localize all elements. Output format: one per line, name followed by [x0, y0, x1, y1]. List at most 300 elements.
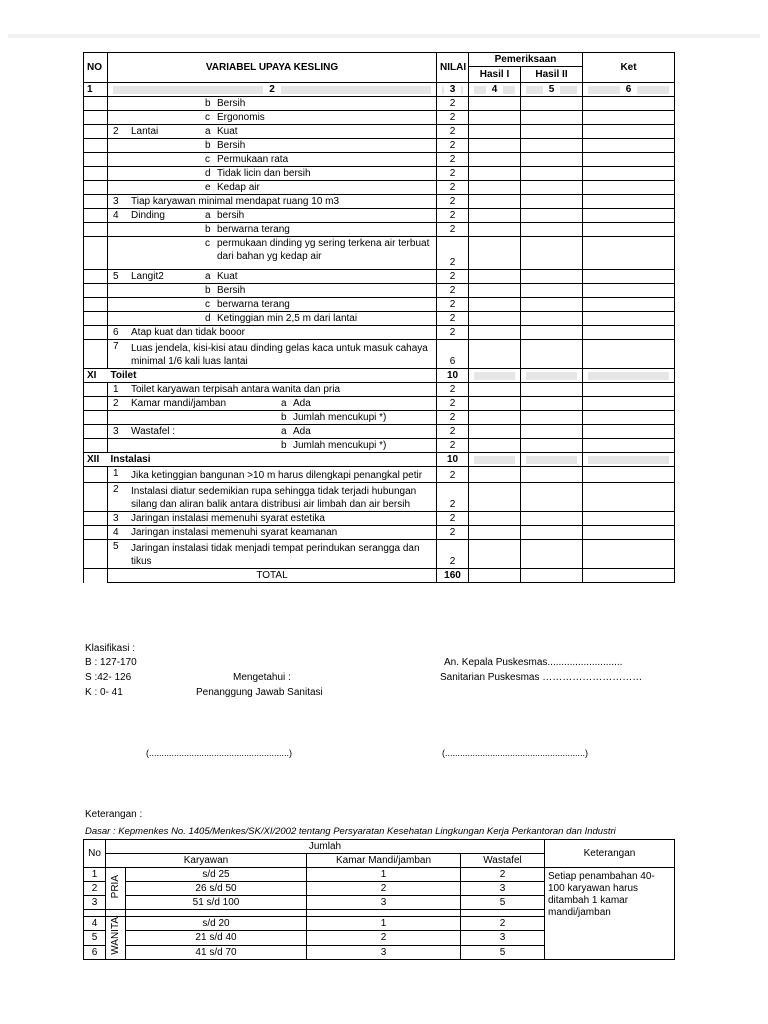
hasil-2-cell[interactable] [521, 181, 583, 195]
row-nilai: 2 [437, 139, 469, 153]
item-title: Jaringan instalasi memenuhi syarat keamanan [131, 527, 338, 538]
row-variabel [108, 397, 437, 411]
table-row [84, 312, 675, 326]
signature-left: (........................................................) [146, 748, 293, 758]
table-row [84, 340, 675, 369]
hasil-2-cell[interactable] [521, 270, 583, 284]
small-cell-wastafel: 2 [461, 868, 545, 882]
row-nilai: 2 [437, 439, 469, 453]
mengetahui-label: Mengetahui : [233, 672, 291, 683]
hasil-1-cell[interactable] [469, 411, 521, 425]
item-title: Wastafel : [131, 426, 176, 437]
row-nilai: 2 [437, 195, 469, 209]
row-variabel [108, 467, 437, 483]
hasil-2-cell[interactable] [521, 284, 583, 298]
row-no [84, 425, 108, 439]
hasil-2-cell[interactable] [521, 237, 583, 270]
sub-item-text: Jumlah mencukupi *) [293, 412, 387, 423]
row-variabel [108, 439, 437, 453]
column-number-4: 4 [469, 83, 521, 97]
table-row [84, 153, 675, 167]
klasifikasi-s: S :42- 126 [85, 672, 132, 683]
row-variabel [108, 526, 437, 540]
sub-item-text: Bersih [217, 98, 246, 109]
ket-cell[interactable] [583, 340, 675, 369]
table-row [84, 284, 675, 298]
table-row [84, 483, 675, 512]
ket-cell[interactable] [583, 284, 675, 298]
row-nilai: 2 [437, 540, 469, 569]
hasil-2-cell[interactable] [521, 439, 583, 453]
small-cell-karyawan: 41 s/d 70 [126, 945, 307, 959]
column-number-3: 3 [437, 83, 469, 97]
small-cell-wastafel: 5 [461, 945, 545, 959]
hasil-2-cell[interactable] [521, 483, 583, 512]
sub-item-text: Ada [293, 426, 311, 437]
ket-cell[interactable] [583, 181, 675, 195]
ket-cell[interactable] [583, 326, 675, 340]
small-header-jumlah: Jumlah [106, 840, 545, 854]
sub-item-text: Ada [293, 398, 311, 409]
row-no [84, 512, 108, 526]
ket-cell[interactable] [583, 223, 675, 237]
row-no [84, 97, 108, 111]
section-title: Instalasi [110, 454, 151, 465]
sub-letter: b [205, 140, 211, 151]
hasil-2-cell[interactable] [521, 97, 583, 111]
kesling-table [83, 52, 675, 583]
small-cell-wastafel: 3 [461, 931, 545, 945]
row-nilai: 2 [437, 181, 469, 195]
small-cell-kamar: 2 [307, 931, 461, 945]
row-variabel [108, 369, 437, 383]
hasil-1-cell[interactable] [469, 223, 521, 237]
small-cell-karyawan: 21 s/d 40 [126, 931, 307, 945]
ket-cell[interactable] [583, 153, 675, 167]
row-no [84, 383, 108, 397]
row-variabel [108, 326, 437, 340]
table-row [84, 526, 675, 540]
row-variabel [108, 181, 437, 195]
table-row [84, 111, 675, 125]
row-variabel [108, 153, 437, 167]
item-title: Lantai [131, 126, 159, 137]
ket-cell[interactable] [583, 467, 675, 483]
header-ket: Ket [583, 53, 675, 83]
row-variabel [108, 512, 437, 526]
row-no [84, 284, 108, 298]
ket-cell[interactable] [583, 411, 675, 425]
hasil-1-cell[interactable] [469, 209, 521, 223]
header-hasil-2: Hasil II [521, 67, 583, 83]
row-variabel [108, 284, 437, 298]
hasil-2-cell[interactable] [521, 167, 583, 181]
row-no [84, 237, 108, 270]
header-nilai: NILAI [437, 53, 469, 83]
row-no [84, 526, 108, 540]
row-variabel [108, 139, 437, 153]
row-variabel [108, 195, 437, 209]
small-header-keterangan: Keterangan [545, 840, 675, 868]
row-variabel [108, 298, 437, 312]
row-nilai: 6 [437, 340, 469, 369]
ket-cell[interactable] [583, 195, 675, 209]
small-cell-kamar: 3 [307, 896, 461, 910]
sub-letter: e [205, 182, 211, 193]
small-cell-wastafel: 5 [461, 896, 545, 910]
small-header-no: No [84, 840, 106, 868]
item-number: 5 [113, 541, 119, 552]
row-nilai: 2 [437, 326, 469, 340]
row-nilai: 2 [437, 111, 469, 125]
ket-cell[interactable] [583, 270, 675, 284]
row-nilai: 2 [437, 483, 469, 512]
row-variabel [108, 483, 437, 512]
hasil-2-cell[interactable] [521, 397, 583, 411]
hasil-2-cell[interactable] [521, 195, 583, 209]
hasil-1-cell[interactable] [469, 312, 521, 326]
hasil-2-cell[interactable] [521, 326, 583, 340]
row-no [84, 483, 108, 512]
row-variabel [108, 125, 437, 139]
row-variabel [108, 209, 437, 223]
row-nilai: 2 [437, 223, 469, 237]
sub-letter: a [205, 210, 211, 221]
sub-letter: a [281, 426, 287, 437]
item-title: Jaringan instalasi memenuhi syarat estetika [131, 513, 325, 524]
row-variabel [108, 411, 437, 425]
klasifikasi-title: Klasifikasi : [85, 643, 136, 654]
table-row [84, 369, 675, 383]
row-no [84, 326, 108, 340]
table-row [84, 868, 675, 882]
item-number: 3 [113, 513, 119, 524]
row-variabel [108, 237, 437, 270]
item-title: Jika ketinggian bangunan >10 m harus dilengkapi penangkal petir [131, 470, 423, 481]
gender-label: PRIA [106, 868, 126, 910]
small-cell-kamar: 1 [307, 868, 461, 882]
sub-letter: d [205, 168, 211, 179]
hasil-1-cell[interactable] [469, 181, 521, 195]
sub-item-text: Kuat [217, 271, 238, 282]
sub-item-text: Ketinggian min 2,5 m dari lantai [217, 313, 358, 324]
row-no [84, 540, 108, 569]
hasil-1-cell[interactable] [469, 195, 521, 209]
table-row [84, 540, 675, 569]
small-cell-wastafel: 2 [461, 917, 545, 931]
sub-letter: b [281, 440, 287, 451]
row-nilai: 2 [437, 383, 469, 397]
row-nilai: 2 [437, 209, 469, 223]
hasil-2-cell[interactable] [521, 111, 583, 125]
column-number-5: 5 [521, 83, 583, 97]
ket-cell[interactable] [583, 512, 675, 526]
column-number-row [84, 83, 675, 97]
small-header-wastafel: Wastafel [461, 854, 545, 868]
hasil-2-cell[interactable] [521, 526, 583, 540]
ket-cell[interactable] [583, 439, 675, 453]
sub-letter: a [205, 271, 211, 282]
keterangan-title: Keterangan : [85, 809, 143, 820]
table-row [84, 237, 675, 270]
item-title: Tiap karyawan minimal mendapat ruang 10 m3 [131, 196, 340, 207]
item-number: 2 [113, 398, 119, 409]
hasil-1-cell[interactable] [469, 526, 521, 540]
row-nilai: 10 [437, 453, 469, 467]
row-variabel [108, 167, 437, 181]
table-row [84, 467, 675, 483]
table-row [84, 298, 675, 312]
small-row-no: 1 [84, 868, 106, 882]
sub-item-text: berwarna terang [217, 299, 290, 310]
hasil-2-cell[interactable] [521, 209, 583, 223]
hasil-2-cell[interactable] [521, 125, 583, 139]
sub-item-text: Tidak licin dan bersih [217, 168, 311, 179]
ket-cell[interactable] [583, 453, 675, 467]
row-no [84, 167, 108, 181]
sub-letter: b [205, 285, 211, 296]
table-row [84, 167, 675, 181]
ket-cell[interactable] [583, 425, 675, 439]
row-variabel [108, 340, 437, 369]
row-no: XI [84, 369, 108, 383]
ket-cell[interactable] [583, 97, 675, 111]
sub-item-text: Ergonomis [217, 112, 265, 123]
row-no [84, 153, 108, 167]
small-cell-wastafel: 3 [461, 882, 545, 896]
table-row [84, 425, 675, 439]
small-cell-kamar: 1 [307, 917, 461, 931]
table-row [84, 397, 675, 411]
ket-cell[interactable] [583, 526, 675, 540]
row-variabel [108, 270, 437, 284]
item-title: Atap kuat dan tidak booor [131, 327, 245, 338]
hasil-1-cell[interactable] [469, 326, 521, 340]
ket-cell[interactable] [583, 397, 675, 411]
row-no [84, 125, 108, 139]
sub-item-text: berwarna terang [217, 224, 290, 235]
hasil-1-cell[interactable] [469, 153, 521, 167]
hasil-1-cell[interactable] [469, 397, 521, 411]
hasil-2-cell[interactable] [521, 512, 583, 526]
table-row [84, 97, 675, 111]
hasil-2-cell[interactable] [521, 153, 583, 167]
ket-cell[interactable] [583, 237, 675, 270]
hasil-1-cell[interactable] [469, 369, 521, 383]
hasil-1-cell[interactable] [469, 167, 521, 181]
item-number: 1 [113, 468, 119, 479]
hasil-2-cell[interactable] [521, 540, 583, 569]
small-row-no: 6 [84, 945, 106, 959]
row-variabel [108, 97, 437, 111]
hasil-1-cell[interactable] [469, 125, 521, 139]
ket-cell[interactable] [583, 125, 675, 139]
row-no [84, 111, 108, 125]
hasil-2-cell[interactable] [521, 223, 583, 237]
hasil-2-cell[interactable] [521, 383, 583, 397]
hasil-1-cell[interactable] [469, 284, 521, 298]
item-number: 4 [113, 210, 119, 221]
row-no [84, 195, 108, 209]
jumlah-table [83, 839, 675, 960]
row-no [84, 181, 108, 195]
row-no [84, 439, 108, 453]
row-nilai: 2 [437, 467, 469, 483]
sub-letter: d [205, 313, 211, 324]
sub-letter: a [205, 126, 211, 137]
klasifikasi-b: B : 127-170 [85, 657, 137, 668]
ket-cell[interactable] [583, 298, 675, 312]
small-row-no: 5 [84, 931, 106, 945]
hasil-2-cell[interactable] [521, 453, 583, 467]
small-cell-karyawan: s/d 20 [126, 917, 307, 931]
item-number: 2 [113, 126, 119, 137]
row-no [84, 270, 108, 284]
signature-right: (........................................................) [442, 748, 589, 758]
table-row [84, 383, 675, 397]
hasil-2-cell[interactable] [521, 425, 583, 439]
row-variabel [108, 540, 437, 569]
hasil-2-cell[interactable] [521, 139, 583, 153]
item-number: 3 [113, 196, 119, 207]
small-cell-karyawan: s/d 25 [126, 868, 307, 882]
sub-item-text: permukaan dinding yg sering terkena air terbuat dari bahan yg kedap air [217, 238, 430, 262]
sub-letter: c [205, 299, 210, 310]
ket-cell[interactable] [583, 167, 675, 181]
sub-item-text: bersih [217, 210, 245, 221]
item-title: Langit2 [131, 271, 164, 282]
hasil-2-cell[interactable] [521, 298, 583, 312]
row-nilai: 2 [437, 270, 469, 284]
hasil-1-cell[interactable] [469, 237, 521, 270]
row-nilai: 2 [437, 237, 469, 270]
sub-item-text: Kedap air [217, 182, 260, 193]
hasil-2-cell[interactable] [521, 340, 583, 369]
ket-cell[interactable] [583, 111, 675, 125]
row-variabel [108, 383, 437, 397]
ket-cell[interactable] [583, 139, 675, 153]
row-variabel [108, 111, 437, 125]
column-number-2: 2 [108, 83, 437, 97]
table-row [84, 139, 675, 153]
penanggung-jawab-label: Penanggung Jawab Sanitasi [196, 687, 323, 698]
section-title: Toilet [110, 370, 137, 381]
row-no: XII [84, 453, 108, 467]
row-no [84, 411, 108, 425]
table-row [84, 125, 675, 139]
ket-cell[interactable] [583, 383, 675, 397]
row-nilai: 2 [437, 397, 469, 411]
hasil-1-cell[interactable] [469, 340, 521, 369]
ket-cell[interactable] [583, 312, 675, 326]
sub-item-text: Bersih [217, 140, 246, 151]
row-variabel [108, 312, 437, 326]
row-nilai: 2 [437, 298, 469, 312]
item-number: 4 [113, 527, 119, 538]
hasil-1-cell[interactable] [469, 483, 521, 512]
small-cell-karyawan: 51 s/d 100 [126, 896, 307, 910]
table-row [84, 195, 675, 209]
keterangan-note: Setiap penambahan 40-100 karyawan harus ditambah 1 kamar mandi/jamban [545, 868, 675, 960]
hasil-1-cell[interactable] [469, 453, 521, 467]
hasil-2-cell[interactable] [521, 369, 583, 383]
table-row [84, 209, 675, 223]
item-number: 1 [113, 384, 119, 395]
header-variabel: VARIABEL UPAYA KESLING [108, 53, 437, 83]
ket-cell[interactable] [583, 369, 675, 383]
sub-letter: c [205, 238, 210, 249]
hasil-2-cell[interactable] [521, 411, 583, 425]
hasil-1-cell[interactable] [469, 97, 521, 111]
table-row [84, 453, 675, 467]
hasil-2-cell[interactable] [521, 312, 583, 326]
row-no [84, 312, 108, 326]
table-row [84, 439, 675, 453]
row-nilai: 2 [437, 425, 469, 439]
row-no [84, 340, 108, 369]
row-no [84, 223, 108, 237]
column-number-6: 6 [583, 83, 675, 97]
hasil-1-cell[interactable] [469, 512, 521, 526]
item-number: 3 [113, 426, 119, 437]
small-row-no: 2 [84, 882, 106, 896]
hasil-1-cell[interactable] [469, 425, 521, 439]
row-no [84, 209, 108, 223]
top-divider [8, 34, 760, 38]
hasil-1-cell[interactable] [469, 298, 521, 312]
header-no: NO [84, 53, 108, 83]
hasil-1-cell[interactable] [469, 139, 521, 153]
sub-item-text: Bersih [217, 285, 246, 296]
hasil-1-cell[interactable] [469, 111, 521, 125]
item-number: 7 [113, 341, 119, 352]
row-variabel [108, 425, 437, 439]
hasil-2-cell[interactable] [521, 467, 583, 483]
item-title: Kamar mandi/jamban [131, 398, 227, 409]
small-row-no: 3 [84, 896, 106, 910]
dasar-hukum: Dasar : Kepmenkes No. 1405/Menkes/SK/XI/2002 tentang Persyaratan Kesehatan Lingkungan Kerja Perkantoran dan Industri [85, 826, 616, 837]
row-nilai: 2 [437, 312, 469, 326]
item-title: Toilet karyawan terpisah antara wanita dan pria [131, 384, 341, 395]
ket-cell[interactable] [583, 483, 675, 512]
table-row [84, 512, 675, 526]
item-number: 2 [113, 484, 119, 495]
row-nilai: 2 [437, 153, 469, 167]
item-title: Instalasi diatur sedemikian rupa sehingga tidak terjadi hubungan silang dan aliran balik antara distribusi air limbah dan air bersih [131, 486, 417, 510]
hasil-1-cell[interactable] [469, 467, 521, 483]
sanitarian-label: Sanitarian Puskesmas ………………………… [440, 672, 643, 683]
small-row-no: 4 [84, 917, 106, 931]
table-row [84, 181, 675, 195]
ket-cell[interactable] [583, 209, 675, 223]
row-nilai: 2 [437, 284, 469, 298]
sub-letter: a [281, 398, 287, 409]
ket-cell[interactable] [583, 540, 675, 569]
row-nilai: 2 [437, 167, 469, 181]
hasil-1-cell[interactable] [469, 540, 521, 569]
table-row [84, 326, 675, 340]
table-row [84, 411, 675, 425]
small-cell-karyawan: 26 s/d 50 [126, 882, 307, 896]
item-title: Jaringan instalasi tidak menjadi tempat perindukan serangga dan tikus [131, 543, 420, 567]
hasil-1-cell[interactable] [469, 383, 521, 397]
sub-letter: b [281, 412, 287, 423]
hasil-1-cell[interactable] [469, 270, 521, 284]
kepala-puskesmas-label: An. Kepala Puskesmas........................... [444, 657, 623, 668]
row-variabel [108, 453, 437, 467]
row-nilai: 2 [437, 125, 469, 139]
hasil-1-cell[interactable] [469, 439, 521, 453]
